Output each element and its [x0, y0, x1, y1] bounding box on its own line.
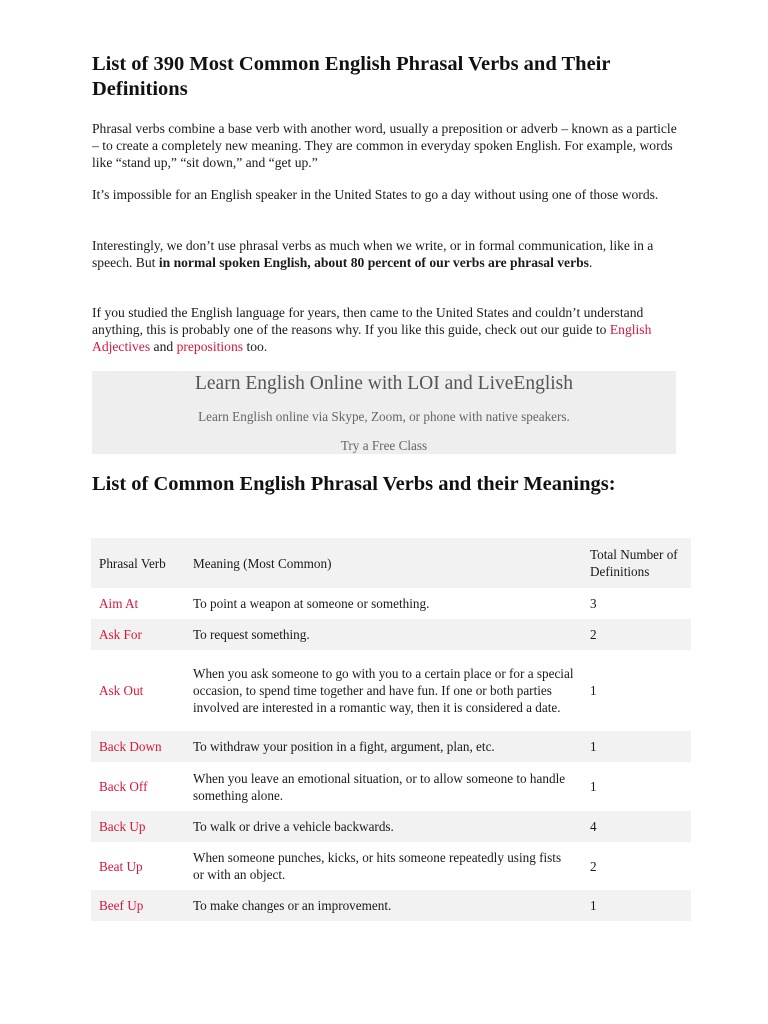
table-row: [91, 650, 691, 731]
intro-paragraph-4: [92, 304, 682, 355]
table-row: [91, 588, 691, 619]
verb-link[interactable]: Ask Out: [99, 683, 144, 698]
meaning-cell: To walk or drive a vehicle backwards.: [193, 819, 394, 834]
english-adjectives-link[interactable]: English Adjectives: [92, 322, 652, 354]
intro-paragraph-3: [92, 237, 682, 271]
verb-link[interactable]: Back Down: [99, 739, 162, 754]
phrasal-verbs-table: [91, 538, 691, 921]
count-cell: 3: [590, 596, 597, 611]
intro-paragraph-4-end: too.: [243, 339, 268, 354]
promo-box: [92, 371, 676, 454]
table-row: [91, 762, 691, 811]
meaning-cell: When you ask someone to go with you to a certain place or for a special occasion, to spend time together and have fun. If one or both parties involved are interested in a romantic way, then it is considered a date.: [193, 666, 574, 715]
intro-paragraph-3-text: Interestingly, we don’t use phrasal verbs as much when we write, or in formal communication, like in a speech. But: [92, 238, 654, 270]
promo-title: Learn English Online with LOI and LiveEnglish: [194, 373, 573, 394]
verb-link[interactable]: Beef Up: [99, 898, 144, 913]
verb-link[interactable]: Aim At: [99, 596, 139, 611]
intro-paragraph-1: Phrasal verbs combine a base verb with another word, usually a preposition or adverb – known as a particle – to create a completely new meaning. They are common in everyday spoken English. For example, words like “stand up,” “sit down,” and “get up.”: [92, 121, 677, 170]
count-cell: 2: [590, 858, 597, 874]
promo-subtitle: Learn English online via Skype, Zoom, or phone with native speakers.: [198, 409, 570, 424]
free-class-link[interactable]: Try a Free Class: [340, 438, 428, 453]
header-meaning: Meaning (Most Common): [193, 555, 332, 571]
count-cell: 4: [590, 819, 597, 834]
meaning-cell: To request something.: [193, 627, 310, 642]
table-row: [91, 890, 691, 921]
verb-link[interactable]: Back Off: [99, 779, 148, 794]
header-verb: Phrasal Verb: [99, 555, 166, 571]
table-row: [91, 842, 691, 890]
list-heading: List of Common English Phrasal Verbs and their Meanings:: [92, 473, 616, 495]
prepositions-link[interactable]: prepositions: [176, 339, 244, 354]
count-cell: 1: [590, 779, 597, 794]
meaning-cell: When you leave an emotional situation, or to allow someone to handle something alone.: [193, 770, 566, 803]
count-cell: 1: [590, 683, 597, 698]
count-cell: 2: [590, 627, 597, 642]
count-cell: 1: [590, 739, 597, 754]
intro-paragraph-4-mid: and: [150, 339, 177, 354]
page-title: List of 390 Most Common English Phrasal Verbs and Their Definitions: [92, 53, 611, 100]
count-cell: 1: [590, 898, 597, 913]
meaning-cell: When someone punches, kicks, or hits someone repeatedly using fists or with an object.: [193, 850, 562, 882]
table-row: [91, 731, 691, 762]
intro-paragraph-3-end: .: [588, 255, 593, 270]
table-row: [91, 619, 691, 650]
intro-paragraph-3-bold: in normal spoken English, about 80 percent of our verbs are phrasal verbs: [158, 255, 589, 270]
meaning-cell: To point a weapon at someone or something.: [193, 596, 430, 611]
meaning-cell: To withdraw your position in a fight, argument, plan, etc.: [193, 739, 495, 754]
header-count: Total Number of Definitions: [590, 547, 678, 579]
verb-link[interactable]: Beat Up: [99, 858, 143, 874]
table-header-row: [91, 538, 691, 588]
verb-link[interactable]: Ask For: [99, 627, 142, 642]
intro-paragraph-4-text: If you studied the English language for years, then came to the United States and couldn’t understand anything, this is probably one of the reasons why. If you like this guide, check out our guide to: [92, 305, 644, 337]
intro-paragraph-2: It’s impossible for an English speaker in the United States to go a day without using one of those words.: [92, 187, 659, 202]
meaning-cell: To make changes or an improvement.: [193, 898, 392, 913]
verb-link[interactable]: Back Up: [99, 819, 146, 834]
table-row: [91, 811, 691, 842]
